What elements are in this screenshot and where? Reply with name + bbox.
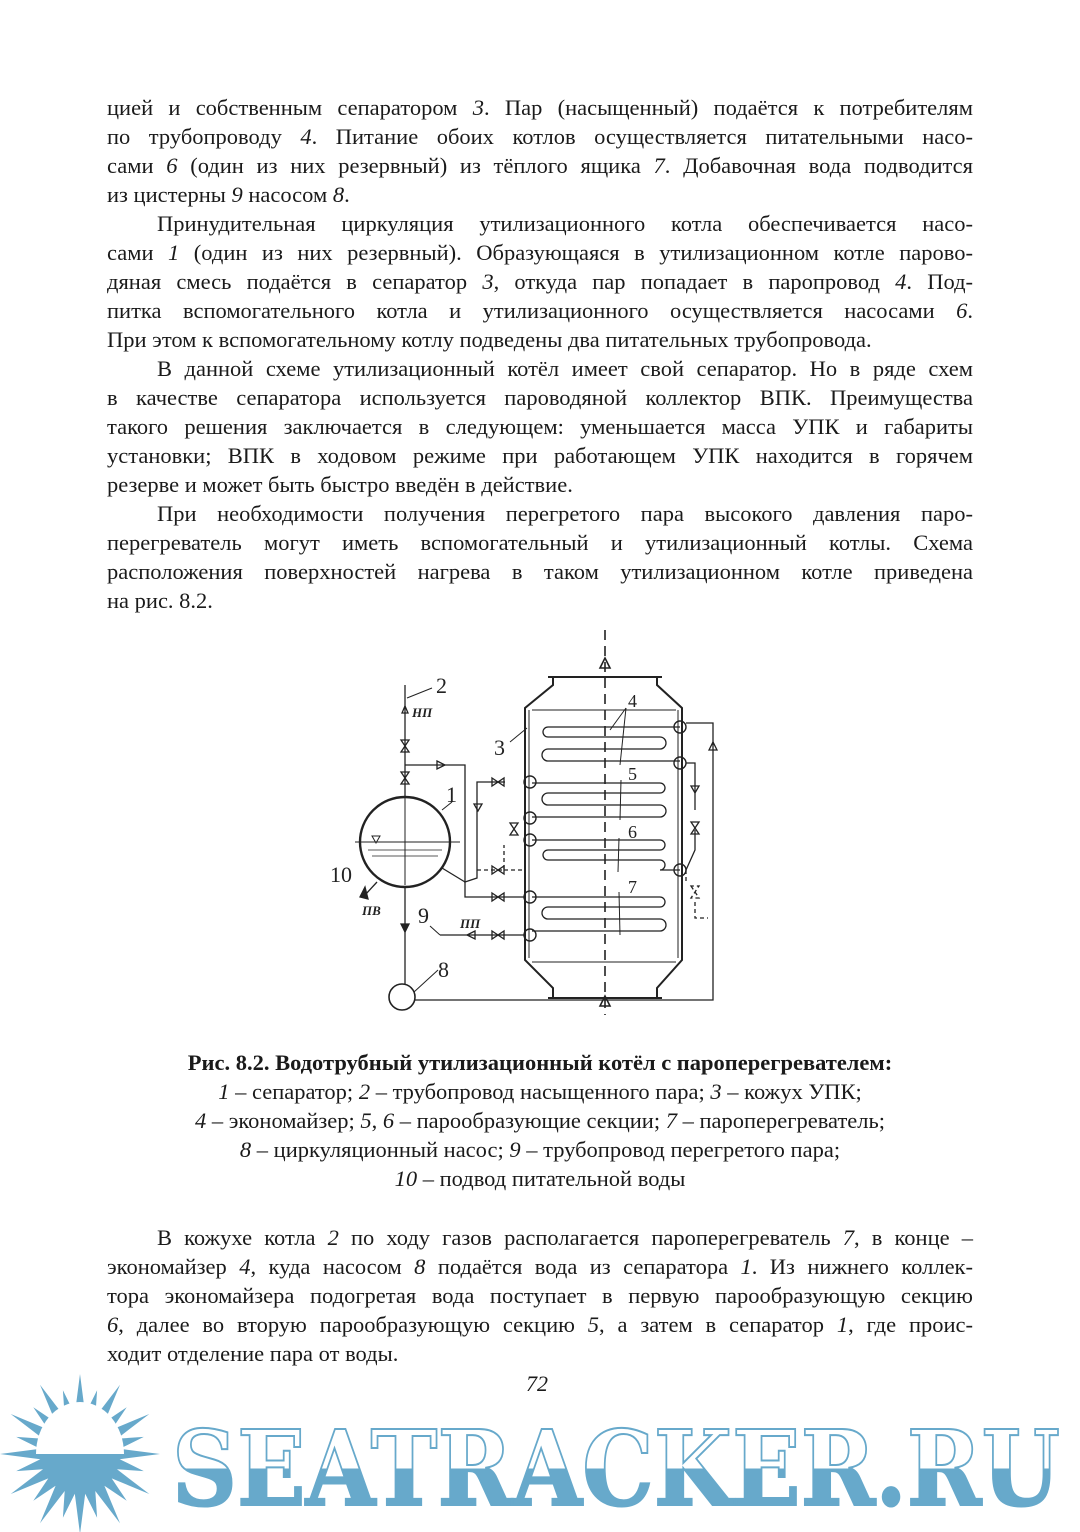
text-run: , а затем в сепаратор: [599, 1312, 837, 1337]
caption-legend: [0, 1077, 1080, 1193]
text-line: [107, 441, 973, 470]
ref-number: 8: [332, 182, 345, 207]
ref-number: 7: [653, 153, 665, 178]
text-run: сами: [107, 153, 167, 178]
label-8: 8: [438, 957, 449, 982]
text-run: – циркуляционный насос;: [251, 1137, 510, 1162]
label-pv: ПВ: [362, 903, 381, 918]
text-run: такого решения заключается в следующем: уменьшается масса УПК и габариты: [107, 414, 973, 439]
text-run: тора экономайзера подогретая вода поступает в первую парообразующую секцию: [107, 1283, 973, 1308]
text-run: Принудительная циркуляция утилизационного котла обеспечивается насо-: [157, 211, 973, 236]
text-run: из цистерны: [107, 182, 232, 207]
text-line: [107, 383, 973, 412]
ref-number: 9: [509, 1137, 521, 1162]
boiler-diagram: [320, 620, 740, 1020]
text-line: [107, 470, 973, 499]
text-line: [107, 238, 973, 267]
text-line: [107, 122, 973, 151]
text-run: – пароперегреватель;: [676, 1108, 886, 1133]
text-run: – кожух УПК;: [721, 1079, 862, 1104]
text-run: . Питание обоих котлов осуществляется питательными насо-: [311, 124, 973, 149]
caption-line: [0, 1135, 1080, 1164]
text-run: установки; ВПК в ходовом режиме при работающем УПК находится в горячем: [107, 443, 973, 468]
text-run: резерве и может быть быстро введён в действие.: [107, 472, 573, 497]
label-6: 6: [628, 822, 637, 842]
label-5: 5: [628, 764, 637, 784]
body-text-bottom: [107, 1223, 973, 1368]
ref-number: 8: [239, 1137, 252, 1162]
text-run: сами: [107, 240, 169, 265]
ref-number: 6: [382, 1108, 395, 1133]
text-run: ,: [371, 1108, 383, 1133]
sun-logo-icon: [0, 1374, 160, 1532]
caption-title: Рис. 8.2. Водотрубный утилизационный котёл с пароперегревателем:: [187, 1050, 893, 1075]
text-run: в качестве сепаратора используется пароводяной коллектор ВПК. Преимущества: [107, 385, 973, 410]
watermark-text: SEATRACKER.RU: [172, 1407, 1060, 1530]
text-run: подаётся вода из сепаратора: [425, 1254, 741, 1279]
label-np: НП: [412, 705, 433, 720]
ref-number: 1: [836, 1312, 849, 1337]
text-run: – трубопровод насыщенного пара;: [370, 1079, 711, 1104]
text-line: [107, 1339, 973, 1368]
caption-line: [0, 1106, 1080, 1135]
ref-number: 4: [895, 269, 907, 294]
ref-number: 4: [239, 1254, 251, 1279]
body-text-top: [107, 93, 973, 615]
text-run: по трубопроводу: [107, 124, 301, 149]
text-run: При необходимости получения перегретого пара высокого давления паро-: [157, 501, 973, 526]
text-run: . Добавочная вода подводится: [664, 153, 973, 178]
text-run: дяная смесь подаётся в сепаратор: [107, 269, 483, 294]
page-number: 72: [526, 1371, 548, 1396]
text-line: [107, 325, 973, 354]
text-run: насосом: [242, 182, 333, 207]
label-pp: ПП: [460, 916, 481, 931]
label-3: 3: [494, 735, 505, 760]
ref-number: 1: [740, 1254, 752, 1279]
text-run: В кожухе котла: [157, 1225, 328, 1250]
text-run: – подвод питательной воды: [417, 1166, 686, 1191]
ref-number: 6: [956, 298, 968, 323]
ref-number: 7: [842, 1225, 855, 1250]
ref-number: 2: [327, 1225, 339, 1250]
text-line: [107, 267, 973, 296]
ref-number: 3: [710, 1079, 722, 1104]
ref-number: 1: [168, 240, 180, 265]
ref-number: 2: [358, 1079, 371, 1104]
ref-number: 7: [665, 1108, 677, 1133]
text-line: [107, 1223, 973, 1252]
text-run: – сепаратор;: [229, 1079, 359, 1104]
caption-line: [0, 1164, 1080, 1193]
text-line: [107, 296, 973, 325]
text-run: , далее во вторую парообразующую секцию: [118, 1312, 588, 1337]
ref-number: 5: [360, 1108, 372, 1133]
text-run: , в конце –: [854, 1225, 973, 1250]
label-1: 1: [446, 782, 457, 807]
text-line: [107, 93, 973, 122]
text-run: (один из них резервный) из тёплого ящика: [177, 153, 654, 178]
text-run: , куда насосом: [250, 1254, 415, 1279]
text-run: .: [967, 298, 973, 323]
ref-number: 8: [414, 1254, 426, 1279]
text-run: расположения поверхностей нагрева в таком утилизационном котле приведена: [107, 559, 973, 584]
text-run: питка вспомогательного котла и утилизационного осуществляется насосами: [107, 298, 957, 323]
economizer-coil: [542, 727, 680, 761]
ref-number: 5: [587, 1312, 600, 1337]
text-run: – экономайзер;: [206, 1108, 361, 1133]
ref-number: 4: [300, 124, 312, 149]
ref-number: 9: [231, 182, 243, 207]
text-run: , откуда пар попадает в паропровод: [493, 269, 896, 294]
text-line: [107, 499, 973, 528]
caption-line: [0, 1077, 1080, 1106]
text-run: цией и собственным сепаратором: [107, 95, 473, 120]
label-7: 7: [628, 877, 637, 897]
superheater-coil: [532, 897, 666, 931]
figure-caption: [0, 1048, 1080, 1193]
text-line: [107, 528, 973, 557]
text-line: [107, 354, 973, 383]
text-line: [107, 151, 973, 180]
text-run: – парообразующие секции;: [394, 1108, 666, 1133]
text-line: [107, 209, 973, 238]
ref-number: 4: [194, 1108, 207, 1133]
text-run: по ходу газов располагается пароперегреватель: [338, 1225, 843, 1250]
label-10: 10: [330, 862, 352, 887]
text-run: . Пар (насыщенный) подаётся к потребителям: [483, 95, 973, 120]
label-9: 9: [418, 903, 429, 928]
text-run: . Под-: [906, 269, 974, 294]
text-line: [107, 1252, 973, 1281]
label-2: 2: [436, 673, 447, 698]
ref-number: 6: [107, 1312, 119, 1337]
text-line: [107, 557, 973, 586]
pump-icon: [389, 984, 415, 1010]
label-4: 4: [628, 691, 637, 711]
text-run: .: [344, 182, 350, 207]
text-run: – трубопровод перегретого пара;: [520, 1137, 841, 1162]
text-line: [107, 586, 973, 615]
ref-number: 3: [482, 269, 494, 294]
text-run: , где проис-: [848, 1312, 974, 1337]
text-run: на рис. 8.2.: [107, 588, 213, 613]
text-run: перегреватель могут иметь вспомогательный и утилизационный котлы. Схема: [107, 530, 973, 555]
text-run: экономайзер: [107, 1254, 240, 1279]
text-line: [107, 180, 973, 209]
coil-sections: [532, 727, 680, 931]
text-line: [107, 1310, 973, 1339]
evaporator-coil-5: [532, 783, 666, 817]
boiler-shell: [525, 677, 682, 998]
text-run: (один из них резервный). Образующаяся в утилизационном котле парово-: [179, 240, 973, 265]
text-run: При этом к вспомогательному котлу подведены два питательных трубопровода.: [107, 327, 872, 352]
ref-number: 6: [166, 153, 178, 178]
ref-number: 3: [472, 95, 484, 120]
ref-number: 10: [394, 1166, 418, 1191]
text-run: . Из нижнего коллек-: [751, 1254, 973, 1279]
text-line: [107, 1281, 973, 1310]
text-run: В данной схеме утилизационный котёл имеет свой сепаратор. Но в ряде схем: [157, 356, 973, 381]
text-line: [107, 412, 973, 441]
ref-number: 1: [218, 1079, 230, 1104]
text-run: ходит отделение пара от воды.: [107, 1341, 399, 1366]
evaporator-coil-6: [532, 840, 680, 870]
